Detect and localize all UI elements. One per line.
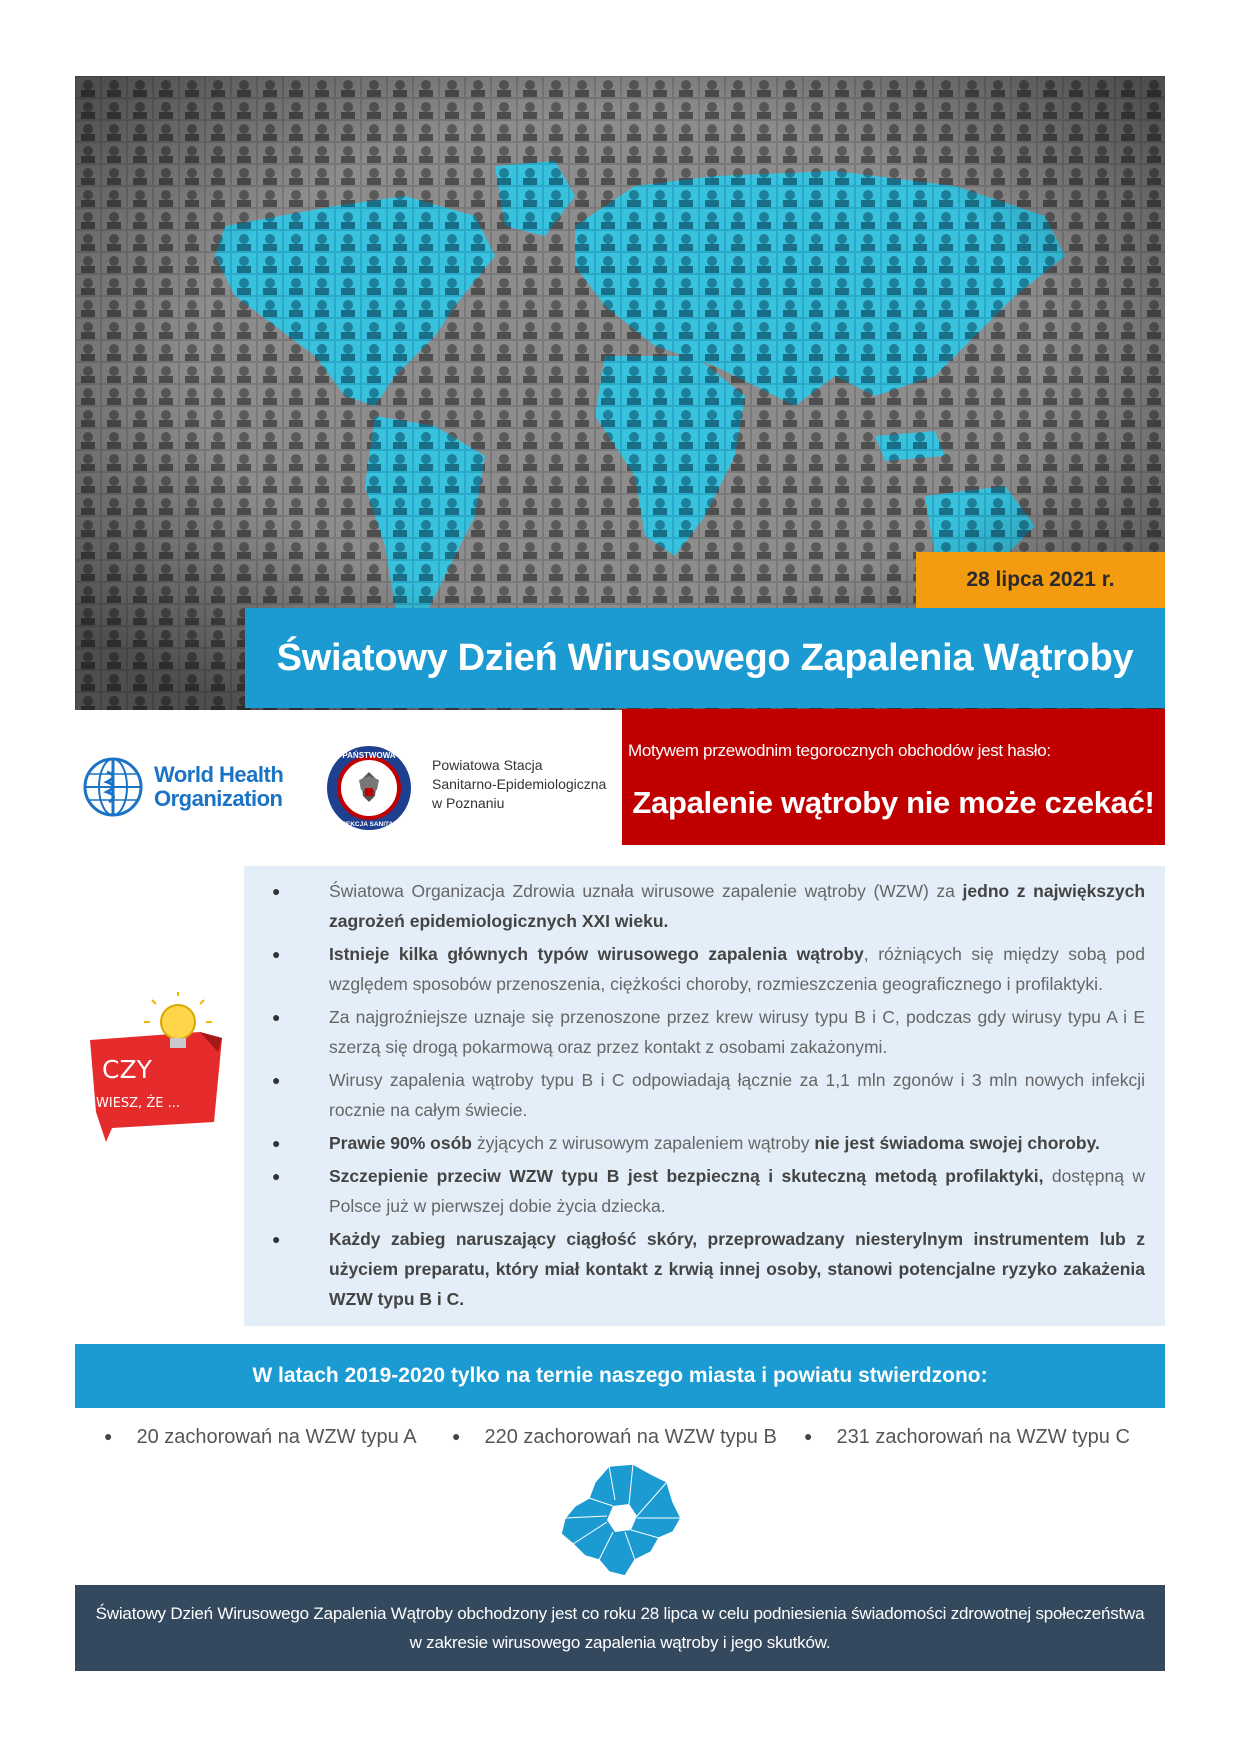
psse-name-line1: Powiatowa Stacja <box>432 757 543 773</box>
bullet-icon: ● <box>272 1168 281 1184</box>
stat-text: 231 zachorowań na WZW typu C <box>836 1426 1130 1448</box>
who-emblem-icon <box>80 754 146 820</box>
event-date-badge: 28 lipca 2021 r. <box>916 552 1165 608</box>
fact-text: żyjących z wirusowym zapaleniem wątroby <box>471 1133 815 1153</box>
facts-list <box>264 876 1145 1314</box>
fact-item <box>264 1224 1145 1314</box>
badge-line1: CZY <box>102 1055 152 1084</box>
stat-item: ● 231 zachorowań na WZW typu C <box>804 1426 1130 1448</box>
fact-emphasis: nie jest świadoma swojej choroby. <box>814 1133 1100 1153</box>
fact-item <box>264 1065 1145 1125</box>
who-name-line2: Organization <box>154 786 283 811</box>
fact-emphasis: Prawie 90% osób <box>329 1133 472 1153</box>
fact-text: dostępną w Polsce już w pierwszej dobie życia dziecka. <box>329 1166 1145 1216</box>
who-name-line1: World Health <box>154 762 284 787</box>
motto-slogan: Zapalenie wątroby nie może czekać! <box>632 785 1155 820</box>
psse-seal-top-text: PAŃSTWOWA <box>342 751 396 760</box>
fact-emphasis: Każdy zabieg naruszający ciągłość skóry, przeprowadzany niesterylnym instrumentem lub z użyciem preparatu, który miał kontakt z krwią innej osoby, stanowi potencjalne ryzyko zakażenia WZW typu B i C. <box>329 1229 1145 1309</box>
footer-note: Światowy Dzień Wirusowego Zapalenia Wątroby obchodzony jest co roku 28 lipca w celu podniesienia świadomości zdrowotnej społeczeństwa w zakresie wirusowego zapalenia wątroby i jego skutków. <box>75 1585 1165 1671</box>
bullet-icon: ● <box>272 1072 281 1088</box>
fact-emphasis: Szczepienie przeciw WZW typu B jest bezpieczną i skuteczną metodą profilaktyki, <box>329 1166 1044 1186</box>
bullet-icon: ● <box>272 1135 281 1151</box>
fact-emphasis: jedno z największych zagrożeń epidemiologicznych XXI wieku. <box>329 881 1146 931</box>
did-you-know-badge <box>82 992 232 1142</box>
psse-name-line2: Sanitarno-Epidemiologiczna <box>432 776 607 792</box>
stat-item: ● 20 zachorowań na WZW typu A <box>104 1426 417 1448</box>
fact-text: Światowa Organizacja Zdrowia uznała wirusowe zapalenie wątroby (WZW) za <box>329 881 963 901</box>
motto-intro: Motywem przewodnim tegorocznych obchodów jest hasło: <box>628 741 1051 760</box>
bullet-icon: ● <box>272 1231 281 1247</box>
fact-item <box>264 939 1145 999</box>
psse-seal-icon <box>325 744 413 832</box>
fact-text: , różniących się między sobą pod względem sposobów przenoszenia, ciężkości choroby, rozmieszczenia geograficznego i profilaktyki. <box>329 944 1145 994</box>
fact-item <box>264 1161 1145 1221</box>
poznan-county-map-icon <box>555 1460 685 1580</box>
bullet-icon: ● <box>272 883 281 899</box>
page-title: Światowy Dzień Wirusowego Zapalenia Wątroby <box>245 608 1165 708</box>
facts-panel <box>244 866 1165 1326</box>
stat-text: 220 zachorowań na WZW typu B <box>484 1426 777 1448</box>
fact-text: Za najgroźniejsze uznaje się przenoszone przez krew wirusy typu B i C, podczas gdy wirusy typu A i E szerzą się drogą pokarmową oraz przez kontakt z osobami zakażonymi. <box>329 1007 1145 1057</box>
fact-item <box>264 1002 1145 1062</box>
fact-emphasis: Istnieje kilka głównych typów wirusowego zapalenia wątroby <box>329 944 864 964</box>
stat-item: ● 220 zachorowań na WZW typu B <box>452 1426 777 1448</box>
bullet-icon: ● <box>272 1009 281 1025</box>
badge-line2: WIESZ, ŻE ... <box>96 1096 180 1111</box>
motto-panel <box>622 709 1165 845</box>
fact-text: Wirusy zapalenia wątroby typu B i C odpowiadają łącznie za 1,1 mln zgonów i 3 mln nowych infekcji rocznie na całym świecie. <box>329 1070 1145 1120</box>
stats-header: W latach 2019-2020 tylko na ternie naszego miasta i powiatu stwierdzono: <box>75 1344 1165 1408</box>
psse-seal-bottom-text: INSPEKCJA SANITARNA <box>330 821 408 828</box>
psse-name-line3: w Poznaniu <box>432 795 505 811</box>
who-name <box>154 763 283 811</box>
fact-item <box>264 876 1145 936</box>
stats-list <box>100 1426 1160 1456</box>
fact-item <box>264 1128 1145 1158</box>
psse-name <box>432 756 612 813</box>
who-logo <box>80 752 300 822</box>
stat-text: 20 zachorowań na WZW typu A <box>136 1426 417 1448</box>
bullet-icon: ● <box>272 946 281 962</box>
